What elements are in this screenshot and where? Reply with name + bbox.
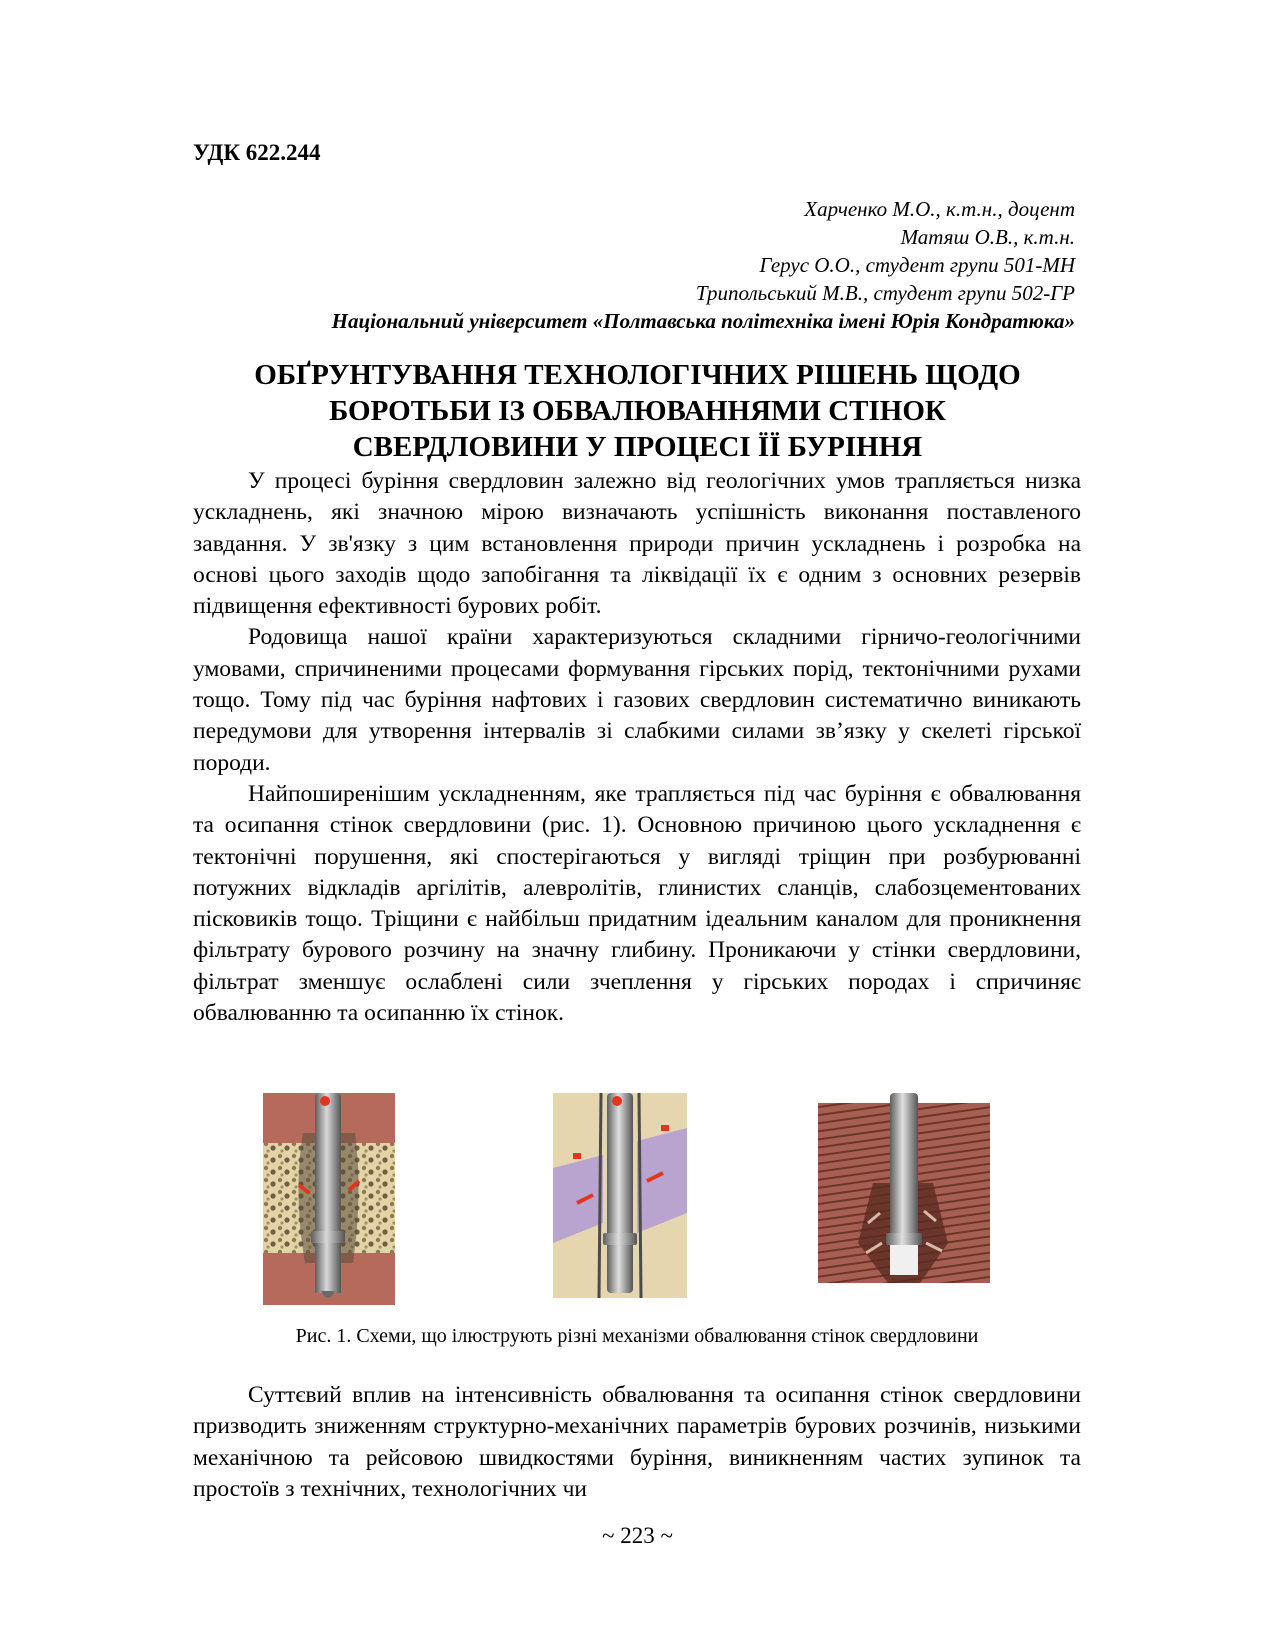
body-text-continued: [193, 1380, 1081, 1505]
paragraph: Найпоширенішим ускладненням, яке трапляється під час буріння є обвалювання та осипання стінок свердловини (рис. 1). Основною причиною цього ускладнення є тектонічні порушення, які спостерігаються у вигляді тріщин при розбурюванні потужних відкладів аргілітів, алевролітів, глинистих сланців, слабозцементованих пісковиків тощо. Тріщини є найбільш придатним ідеальним каналом для проникнення фільтрату бурового розчину на значну глибину. Проникаючи у стінки свердловини, фільтрат зменшує ослаблені сили зчеплення у гірських породах і спричиняє обвалюванню та осипанню їх стінок.: [193, 780, 1081, 1027]
author-line: Трипольський М.В., студент групи 502-ГР: [695, 281, 1075, 305]
paragraph: Суттєвий вплив на інтенсивність обвалювання та осипання стінок свердловини призводить зниженням структурно-механічних параметрів бурових розчинів, низькими механічною та рейсовою швидкостями буріння, виникненням частих зупинок та простоїв з технічних, технологічних чи: [193, 1382, 1081, 1502]
scheme-fractured-rock: [553, 1093, 687, 1298]
figure-1: [193, 1093, 1081, 1308]
scheme-shale-caving: [818, 1093, 990, 1293]
page-number: ~ 223 ~: [602, 1523, 673, 1548]
author-line: Матяш О.В., к.т.н.: [900, 225, 1075, 249]
title-line: СВЕРДЛОВИНИ У ПРОЦЕСІ ЇЇ БУРІННЯ: [352, 431, 923, 463]
title-line: БОРОТЬБИ ІЗ ОБВАЛЮВАННЯМИ СТІНОК: [329, 395, 946, 427]
title-line: ОБҐРУНТУВАННЯ ТЕХНОЛОГІЧНИХ РІШЕНЬ ЩОДО: [254, 359, 1021, 391]
affiliation: Національний університет «Полтавська політехніка імені Юрія Кондратюка»: [331, 309, 1075, 333]
scheme-porous-rock: [263, 1093, 395, 1305]
figure-caption: Рис. 1. Схеми, що ілюструють різні механізми обвалювання стінок свердловини: [295, 1325, 979, 1347]
udk-code: УДК 622.244: [193, 140, 321, 165]
body-text: [193, 466, 1081, 1029]
author-line: Харченко М.О., к.т.н., доцент: [804, 197, 1075, 221]
paper-title: [190, 357, 1085, 465]
author-line: Герус О.О., студент групи 501-МН: [759, 253, 1075, 277]
authors-block: [332, 195, 1075, 335]
paragraph: Родовища нашої країни характеризуються складними гірничо-геологічними умовами, спричиненими процесами формування гірських порід, тектонічними рухами тощо. Тому під час буріння нафтових і газових свердловин систематично виникають передумови для утворення інтервалів зі слабкими силами зв’язку у скелеті гірської породи.: [193, 624, 1081, 776]
paragraph: У процесі буріння свердловин залежно від геологічних умов трапляється низка ускладнень, які значною мірою визначають успішність виконання поставленого завдання. У зв'язку з цим встановлення природи причин ускладнень і розробка на основі цього заходів щодо запобігання та ліквідації їх є одним з основних резервів підвищення ефективності бурових робіт.: [193, 468, 1081, 620]
